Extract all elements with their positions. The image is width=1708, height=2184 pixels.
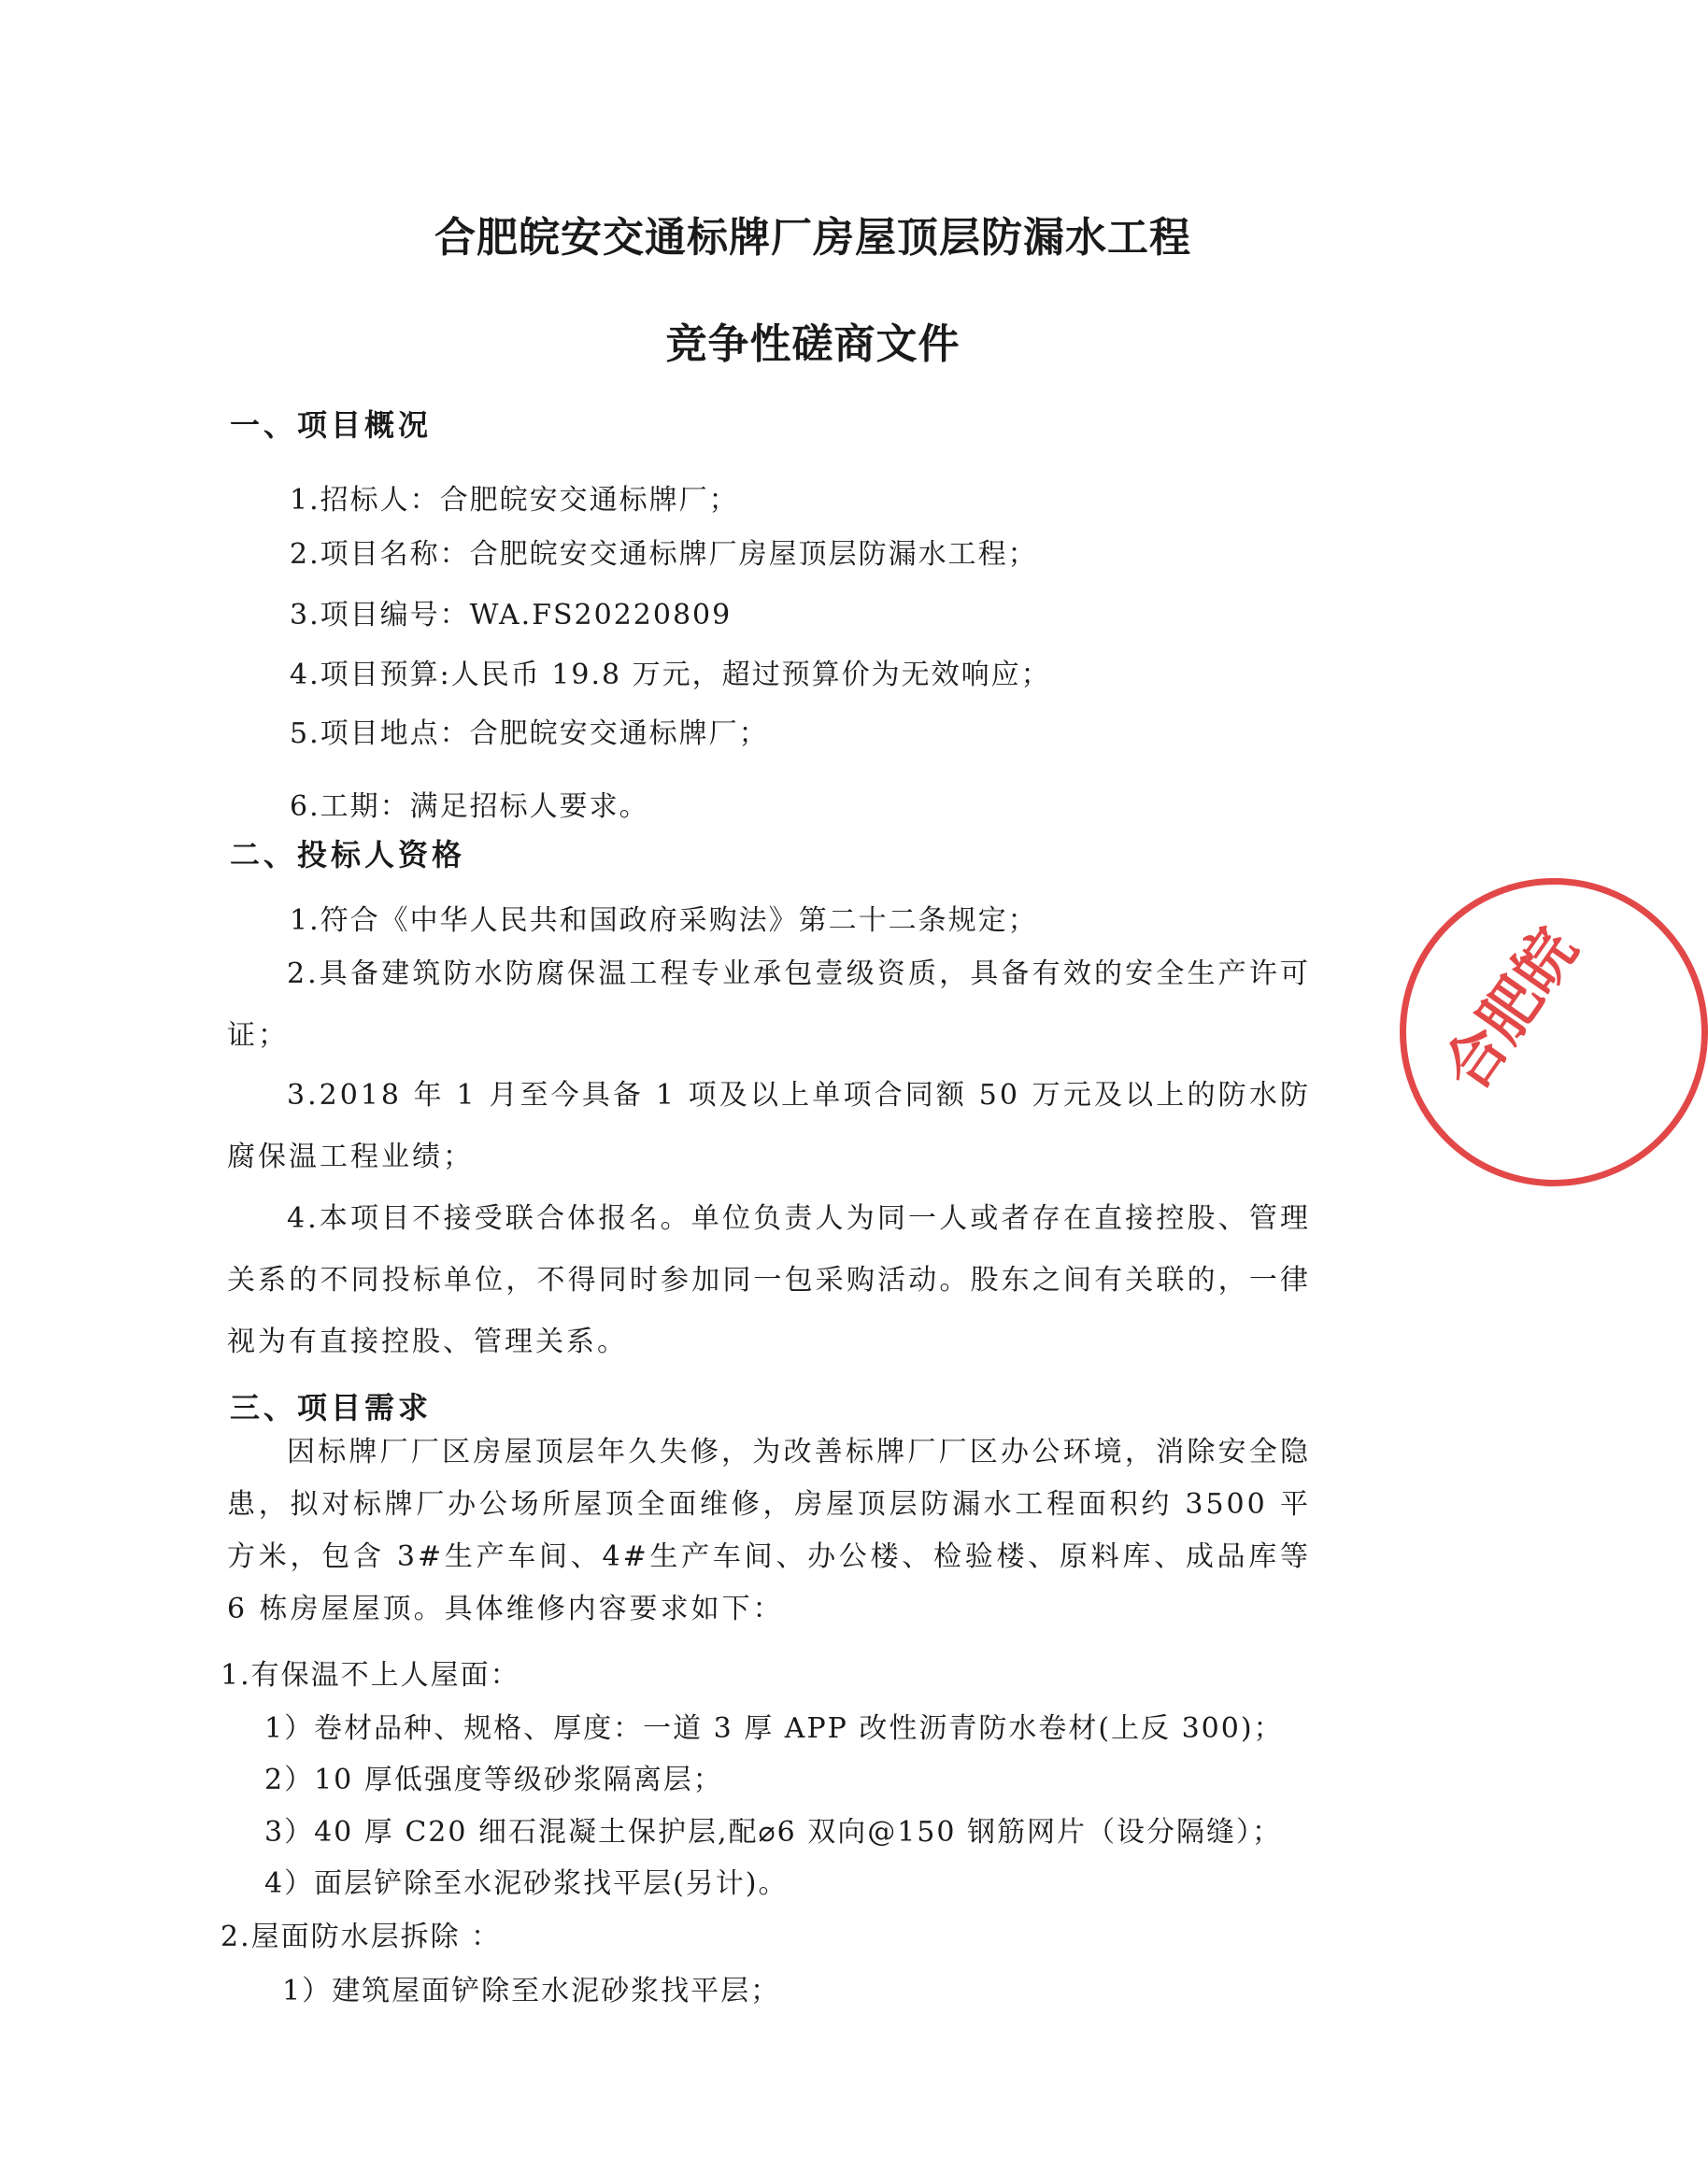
sub1-item: 2）10 厚低强度等级砂浆隔离层； bbox=[264, 1764, 723, 1796]
sub1-item: 4）面层铲除至水泥砂浆找平层(另计)。 bbox=[264, 1867, 789, 1900]
section3-heading: 三、项目需求 bbox=[230, 1390, 433, 1425]
seal-text: 合肥皖 bbox=[1431, 916, 1592, 1104]
section1-item: 6.工期：满足招标人要求。 bbox=[290, 790, 649, 823]
sub1-item: 3）40 厚 C20 细石混凝土保护层,配⌀6 双向@150 钢筋网片（设分隔缝）； bbox=[264, 1816, 1283, 1849]
sub2-title: 2.屋面防水层拆除 ： bbox=[221, 1921, 502, 1953]
sub1-title: 1.有保温不上人屋面： bbox=[221, 1659, 520, 1692]
section3-intro: 因标牌厂厂区房屋顶层年久失修，为改善标牌厂厂区办公环境，消除安全隐患，拟对标牌厂办公场所屋顶全面维修，房屋顶层防漏水工程面积约 3500 平方米，包含 3#生产车间、4#生产车间、办公楼、检验楼、原料库、成品库等 6 栋房屋屋顶。具体维修内容要求如下： bbox=[227, 1436, 1311, 1625]
section2-item: 1.符合《中华人民共和国政府采购法》第二十二条规定； bbox=[290, 904, 1038, 937]
section2-heading: 二、投标人资格 bbox=[230, 837, 466, 872]
section1-heading: 一、项目概况 bbox=[230, 407, 433, 443]
section2-item: 2.具备建筑防水防腐保温工程专业承包壹级资质，具备有效的安全生产许可证； bbox=[227, 957, 1311, 1052]
document-title: 合肥皖安交通标牌厂房屋顶层防漏水工程 bbox=[434, 214, 1191, 262]
section1-item: 3.项目编号：WA.FS20220809 bbox=[290, 599, 733, 631]
section1-item: 1.招标人：合肥皖安交通标牌厂； bbox=[290, 484, 739, 517]
section1-item: 2.项目名称：合肥皖安交通标牌厂房屋顶层防漏水工程； bbox=[290, 538, 1038, 571]
sub1-item: 1）卷材品种、规格、厚度：一道 3 厚 APP 改性沥青防水卷材(上反 300)； bbox=[264, 1712, 1284, 1745]
document-subtitle: 竞争性磋商文件 bbox=[665, 320, 961, 368]
official-seal bbox=[1383, 841, 1592, 1214]
sub2-item: 1）建筑屋面铲除至水泥砂浆找平层； bbox=[282, 1975, 781, 2007]
section2-item: 4.本项目不接受联合体报名。单位负责人为同一人或者存在直接控股、管理关系的不同投标单位，不得同时参加同一包采购活动。股东之间有关联的，一律视为有直接控股、管理关系。 bbox=[227, 1202, 1311, 1358]
section1-item: 5.项目地点：合肥皖安交通标牌厂； bbox=[290, 717, 769, 750]
section1-item: 4.项目预算:人民币 19.8 万元，超过预算价为无效响应； bbox=[290, 659, 1051, 691]
section2-item: 3.2018 年 1 月至今具备 1 项及以上单项合同额 50 万元及以上的防水防腐保温工程业绩； bbox=[227, 1079, 1311, 1173]
